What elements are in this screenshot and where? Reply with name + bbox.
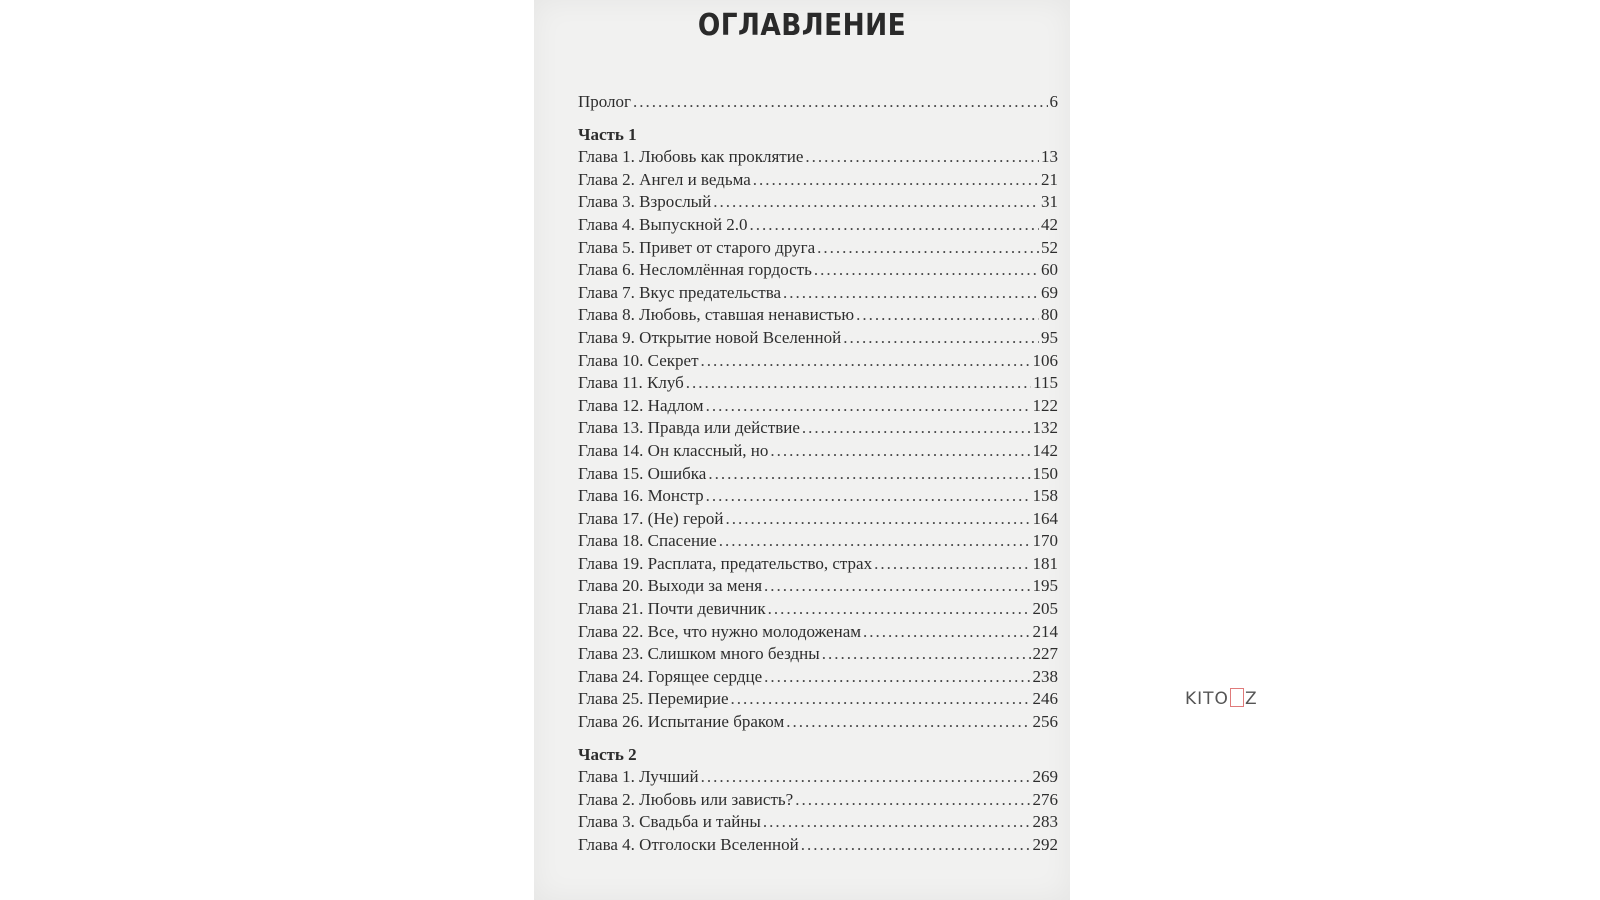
toc-entry — [578, 790, 1058, 813]
part-heading-1: Часть 1 — [578, 124, 637, 144]
toc-entry — [578, 622, 1058, 645]
toc-entry-label: Глава 14. Он классный, но — [578, 440, 769, 460]
toc-entry-label: Глава 2. Ангел и ведьма — [578, 169, 751, 189]
table-of-contents — [578, 92, 1058, 858]
dot-leader — [701, 351, 1031, 371]
toc-entry — [578, 260, 1058, 283]
toc-entry-page: 283 — [1032, 812, 1058, 832]
dot-leader — [874, 554, 1030, 574]
toc-entry — [578, 812, 1058, 835]
toc-entry — [578, 531, 1058, 554]
dot-leader — [768, 599, 1031, 619]
toc-entry-page: 292 — [1032, 835, 1058, 854]
toc-entry-label: Глава 18. Спасение — [578, 531, 717, 551]
toc-entry-page: 60 — [1041, 260, 1058, 280]
toc-entry-label: Глава 6. Несломлённая гордость — [578, 260, 812, 280]
toc-entry-page: 246 — [1032, 689, 1058, 709]
toc-entry-page: 164 — [1032, 508, 1058, 528]
toc-entry-label: Глава 26. Испытание браком — [578, 712, 785, 732]
toc-entry-page: 6 — [1049, 92, 1058, 111]
toc-entry-label: Глава 3. Взрослый — [578, 192, 712, 212]
toc-entry — [578, 441, 1058, 464]
toc-entry-label: Глава 5. Привет от старого друга — [578, 237, 816, 257]
toc-entry-page: 214 — [1032, 621, 1058, 641]
dot-leader — [770, 441, 1030, 461]
dot-leader — [706, 486, 1031, 506]
toc-entry — [578, 554, 1058, 577]
toc-entry-page: 42 — [1041, 214, 1058, 234]
toc-entry-label: Глава 12. Надлом — [578, 395, 704, 415]
toc-entry-prologue — [578, 92, 1058, 115]
toc-entry-page: 158 — [1032, 486, 1058, 506]
toc-entry-page: 269 — [1032, 767, 1058, 787]
toc-entry-page: 122 — [1032, 395, 1058, 415]
dot-leader — [763, 812, 1031, 832]
site-watermark — [1185, 688, 1258, 709]
toc-entry-label: Глава 24. Горящее сердце — [578, 666, 763, 686]
toc-entry-label: Глава 1. Лучший — [578, 767, 699, 787]
dot-leader — [753, 170, 1039, 190]
toc-entry-page: 256 — [1032, 712, 1058, 732]
toc-entry-label: Глава 2. Любовь или зависть? — [578, 789, 794, 809]
dot-leader — [713, 192, 1039, 212]
toc-entry — [578, 283, 1058, 306]
dot-leader — [764, 667, 1030, 687]
toc-entry-page: 205 — [1032, 599, 1058, 619]
toc-entry — [578, 418, 1058, 441]
toc-entry — [578, 599, 1058, 622]
toc-entry-label: Глава 8. Любовь, ставшая ненавистью — [578, 305, 855, 325]
toc-entry-label: Глава 7. Вкус предательства — [578, 282, 782, 302]
toc-entry-label: Глава 10. Секрет — [578, 350, 699, 370]
toc-entry — [578, 170, 1058, 193]
toc-entry — [578, 147, 1058, 170]
toc-entry-label: Глава 9. Открытие новой Вселенной — [578, 327, 842, 347]
dot-leader — [863, 622, 1030, 642]
toc-entry-page: 150 — [1032, 463, 1058, 483]
dot-leader — [856, 305, 1039, 325]
toc-entry — [578, 689, 1058, 712]
part-heading-2: Часть 2 — [578, 744, 637, 764]
toc-entry — [578, 576, 1058, 599]
watermark-text-right: Z — [1244, 689, 1258, 709]
dot-leader — [708, 464, 1030, 484]
toc-entry — [578, 351, 1058, 374]
toc-entry-label: Глава 3. Свадьба и тайны — [578, 812, 761, 832]
dot-leader — [802, 418, 1031, 438]
dot-leader — [843, 328, 1039, 348]
toc-entry-label: Глава 4. Выпускной 2.0 — [578, 214, 748, 234]
watermark-text-left: KITO — [1185, 689, 1229, 709]
toc-entry-label: Глава 4. Отголоски Вселенной — [578, 835, 799, 854]
toc-entry-label: Глава 15. Ошибка — [578, 463, 707, 483]
toc-entry-page: 69 — [1041, 282, 1058, 302]
dot-leader — [719, 531, 1031, 551]
toc-entry-label: Глава 22. Все, что нужно молодоженам — [578, 621, 862, 641]
dot-leader — [750, 215, 1039, 235]
toc-entry-page: 13 — [1041, 147, 1058, 167]
toc-entry — [578, 464, 1058, 487]
watermark-logo-mark — [1230, 688, 1244, 707]
toc-entry-page: 181 — [1032, 553, 1058, 573]
toc-entry-page: 276 — [1032, 789, 1058, 809]
part-1-chapter-list — [578, 147, 1058, 734]
toc-entry-label: Глава 25. Перемирие — [578, 689, 729, 709]
toc-entry-page: 80 — [1041, 305, 1058, 325]
toc-entry — [578, 486, 1058, 509]
toc-entry-page: 142 — [1032, 440, 1058, 460]
toc-entry — [578, 667, 1058, 690]
dot-leader — [764, 576, 1030, 596]
dot-leader — [817, 238, 1039, 258]
dot-leader — [731, 689, 1031, 709]
toc-entry-page: 106 — [1032, 350, 1058, 370]
toc-entry-page: 52 — [1041, 237, 1058, 257]
toc-entry-label: Глава 23. Слишком много бездны — [578, 644, 820, 664]
toc-entry-label: Глава 19. Расплата, предательство, страх — [578, 553, 873, 573]
toc-entry-page: 195 — [1032, 576, 1058, 596]
toc-entry-label: Глава 11. Клуб — [578, 373, 684, 393]
toc-entry-page: 21 — [1041, 169, 1058, 189]
dot-leader — [814, 260, 1039, 280]
dot-leader — [725, 509, 1030, 529]
toc-entry-label: Глава 13. Правда или действие — [578, 418, 800, 438]
toc-entry-label: Пролог — [578, 92, 632, 111]
toc-entry — [578, 373, 1058, 396]
toc-entry — [578, 712, 1058, 735]
toc-entry-label: Глава 17. (Не) герой — [578, 508, 724, 528]
toc-entry-page: 170 — [1032, 531, 1058, 551]
toc-entry — [578, 305, 1058, 328]
toc-entry — [578, 238, 1058, 261]
toc-entry-page: 132 — [1032, 418, 1058, 438]
toc-entry-page: 227 — [1032, 644, 1058, 664]
dot-leader — [706, 396, 1031, 416]
toc-entry — [578, 509, 1058, 532]
toc-entry-label: Глава 20. Выходи за меня — [578, 576, 763, 596]
toc-entry-page: 31 — [1041, 192, 1058, 212]
toc-entry-page: 115 — [1033, 373, 1058, 393]
toc-entry — [578, 328, 1058, 351]
dot-leader — [633, 92, 1047, 112]
dot-leader — [805, 147, 1039, 167]
toc-entry-label: Глава 1. Любовь как проклятие — [578, 147, 804, 167]
toc-entry-page: 95 — [1041, 327, 1058, 347]
toc-entry — [578, 644, 1058, 667]
book-page — [534, 0, 1070, 900]
part-2-chapter-list — [578, 767, 1058, 857]
toc-entry — [578, 192, 1058, 215]
dot-leader — [795, 790, 1030, 810]
toc-entry — [578, 835, 1058, 858]
toc-entry-label: Глава 16. Монстр — [578, 486, 704, 506]
dot-leader — [701, 767, 1031, 787]
page-title: ОГЛАВЛЕНИЕ — [697, 8, 907, 43]
dot-leader — [783, 283, 1039, 303]
dot-leader — [822, 644, 1031, 664]
dot-leader — [686, 373, 1031, 393]
dot-leader — [801, 835, 1031, 855]
toc-entry — [578, 396, 1058, 419]
toc-entry-label: Глава 21. Почти девичник — [578, 599, 766, 619]
toc-entry — [578, 767, 1058, 790]
toc-entry-page: 238 — [1032, 666, 1058, 686]
toc-entry — [578, 215, 1058, 238]
dot-leader — [786, 712, 1030, 732]
